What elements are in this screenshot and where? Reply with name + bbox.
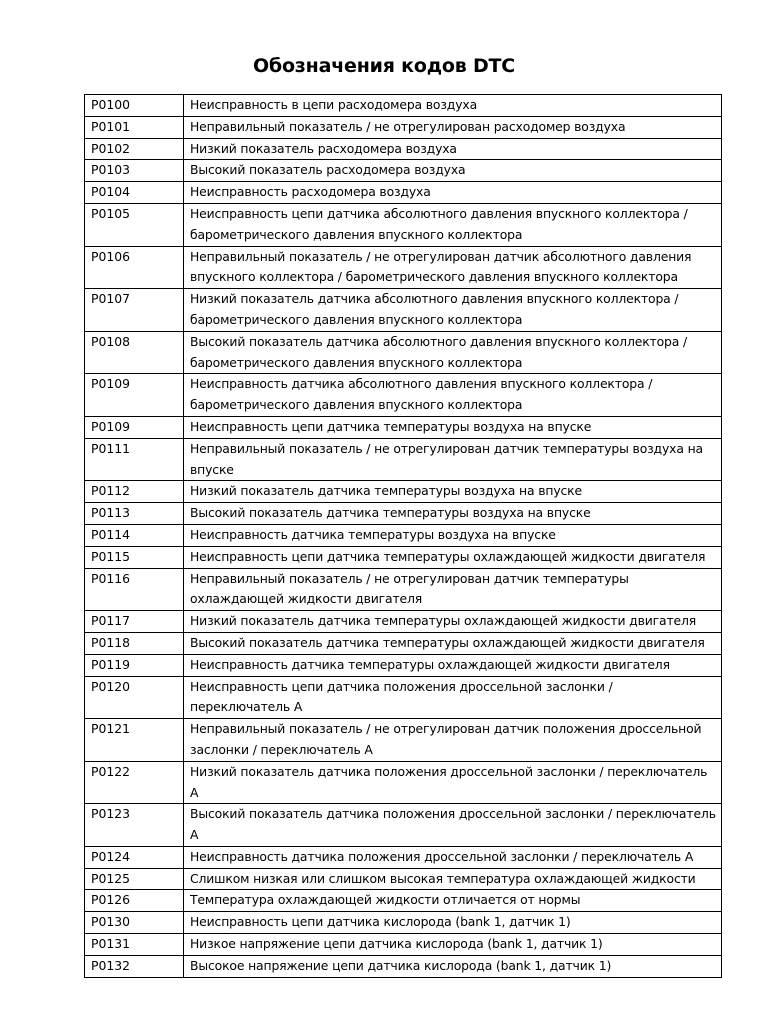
dtc-description-cell: Низкий показатель датчика температуры воздуха на впуске: [184, 481, 722, 503]
dtc-description-cell: Низкое напряжение цепи датчика кислорода (bank 1, датчик 1): [184, 934, 722, 956]
dtc-description-cell: Неисправность цепи датчика положения дроссельной заслонки / переключатель А: [184, 676, 722, 719]
dtc-code-cell: P0114: [85, 524, 184, 546]
dtc-description-cell: Неправильный показатель / не отрегулирован датчик абсолютного давления впускного коллектора / барометрического давления впускного коллектора: [184, 246, 722, 289]
dtc-code-cell: P0117: [85, 611, 184, 633]
dtc-description-cell: Неисправность расходомера воздуха: [184, 182, 722, 204]
table-row: [85, 416, 722, 438]
dtc-code-cell: P0122: [85, 761, 184, 804]
dtc-code-cell: P0109: [85, 374, 184, 417]
dtc-code-cell: P0108: [85, 331, 184, 374]
dtc-description-cell: Неисправность датчика температуры воздуха на впуске: [184, 524, 722, 546]
dtc-code-cell: P0118: [85, 632, 184, 654]
dtc-codes-table: [84, 94, 722, 978]
dtc-code-cell: P0123: [85, 804, 184, 847]
table-row: [85, 524, 722, 546]
dtc-description-cell: Низкий показатель датчика положения дроссельной заслонки / переключатель А: [184, 761, 722, 804]
dtc-code-cell: P0124: [85, 846, 184, 868]
table-row: [85, 481, 722, 503]
table-row: [85, 160, 722, 182]
dtc-description-cell: Низкий показатель датчика температуры охлаждающей жидкости двигателя: [184, 611, 722, 633]
table-row: [85, 331, 722, 374]
dtc-description-cell: Неправильный показатель / не отрегулирован датчик температуры охлаждающей жидкости двигателя: [184, 568, 722, 611]
dtc-description-cell: Неправильный показатель / не отрегулирован датчик температуры воздуха на впуске: [184, 438, 722, 481]
table-row: [85, 611, 722, 633]
table-row: [85, 182, 722, 204]
dtc-code-cell: P0119: [85, 654, 184, 676]
dtc-code-cell: P0130: [85, 912, 184, 934]
dtc-code-cell: P0120: [85, 676, 184, 719]
dtc-description-cell: Неисправность датчика температуры охлаждающей жидкости двигателя: [184, 654, 722, 676]
table-row: [85, 912, 722, 934]
dtc-code-cell: P0116: [85, 568, 184, 611]
dtc-description-cell: Неисправность цепи датчика абсолютного давления впускного коллектора / барометрического давления впускного коллектора: [184, 203, 722, 246]
table-row: [85, 289, 722, 332]
dtc-description-cell: Высокий показатель датчика абсолютного давления впускного коллектора / барометрического давления впускного коллектора: [184, 331, 722, 374]
dtc-description-cell: Высокий показатель датчика температуры охлаждающей жидкости двигателя: [184, 632, 722, 654]
dtc-code-cell: P0102: [85, 138, 184, 160]
dtc-code-cell: P0101: [85, 116, 184, 138]
table-row: [85, 676, 722, 719]
table-row: [85, 95, 722, 117]
table-row: [85, 868, 722, 890]
table-row: [85, 374, 722, 417]
dtc-description-cell: Неисправность датчика положения дроссельной заслонки / переключатель А: [184, 846, 722, 868]
dtc-description-cell: Низкий показатель датчика абсолютного давления впускного коллектора / барометрического давления впускного коллектора: [184, 289, 722, 332]
dtc-table-body: [85, 95, 722, 978]
dtc-description-cell: Высокий показатель датчика температуры воздуха на впуске: [184, 503, 722, 525]
table-row: [85, 632, 722, 654]
dtc-description-cell: Неисправность цепи датчика температуры охлаждающей жидкости двигателя: [184, 546, 722, 568]
dtc-description-cell: Неисправность цепи датчика кислорода (bank 1, датчик 1): [184, 912, 722, 934]
dtc-code-cell: P0104: [85, 182, 184, 204]
dtc-code-cell: P0109: [85, 416, 184, 438]
table-row: [85, 503, 722, 525]
table-row: [85, 116, 722, 138]
table-row: [85, 804, 722, 847]
dtc-description-cell: Неисправность в цепи расходомера воздуха: [184, 95, 722, 117]
dtc-code-cell: P0106: [85, 246, 184, 289]
dtc-code-cell: P0112: [85, 481, 184, 503]
table-row: [85, 438, 722, 481]
table-row: [85, 546, 722, 568]
table-row: [85, 719, 722, 762]
table-row: [85, 846, 722, 868]
dtc-code-cell: P0100: [85, 95, 184, 117]
dtc-code-cell: P0132: [85, 955, 184, 977]
dtc-description-cell: Неправильный показатель / не отрегулирован расходомер воздуха: [184, 116, 722, 138]
dtc-description-cell: Температура охлаждающей жидкости отличается от нормы: [184, 890, 722, 912]
table-row: [85, 138, 722, 160]
dtc-code-cell: P0131: [85, 934, 184, 956]
page-title: Обозначения кодов DTC: [252, 55, 516, 77]
dtc-code-cell: P0126: [85, 890, 184, 912]
table-row: [85, 890, 722, 912]
dtc-code-cell: P0121: [85, 719, 184, 762]
dtc-description-cell: Высокий показатель датчика положения дроссельной заслонки / переключатель А: [184, 804, 722, 847]
dtc-code-cell: P0115: [85, 546, 184, 568]
dtc-description-cell: Высокое напряжение цепи датчика кислорода (bank 1, датчик 1): [184, 955, 722, 977]
dtc-code-cell: P0107: [85, 289, 184, 332]
dtc-description-cell: Слишком низкая или слишком высокая температура охлаждающей жидкости: [184, 868, 722, 890]
table-row: [85, 934, 722, 956]
dtc-code-cell: P0125: [85, 868, 184, 890]
table-row: [85, 203, 722, 246]
dtc-description-cell: Низкий показатель расходомера воздуха: [184, 138, 722, 160]
dtc-description-cell: Неисправность датчика абсолютного давления впускного коллектора / барометрического давления впускного коллектора: [184, 374, 722, 417]
dtc-code-cell: P0111: [85, 438, 184, 481]
table-row: [85, 761, 722, 804]
table-row: [85, 955, 722, 977]
dtc-description-cell: Неисправность цепи датчика температуры воздуха на впуске: [184, 416, 722, 438]
dtc-code-cell: P0113: [85, 503, 184, 525]
dtc-code-cell: P0105: [85, 203, 184, 246]
dtc-description-cell: Высокий показатель расходомера воздуха: [184, 160, 722, 182]
table-row: [85, 654, 722, 676]
dtc-description-cell: Неправильный показатель / не отрегулирован датчик положения дроссельной заслонки / переключатель А: [184, 719, 722, 762]
dtc-code-cell: P0103: [85, 160, 184, 182]
table-row: [85, 246, 722, 289]
table-row: [85, 568, 722, 611]
